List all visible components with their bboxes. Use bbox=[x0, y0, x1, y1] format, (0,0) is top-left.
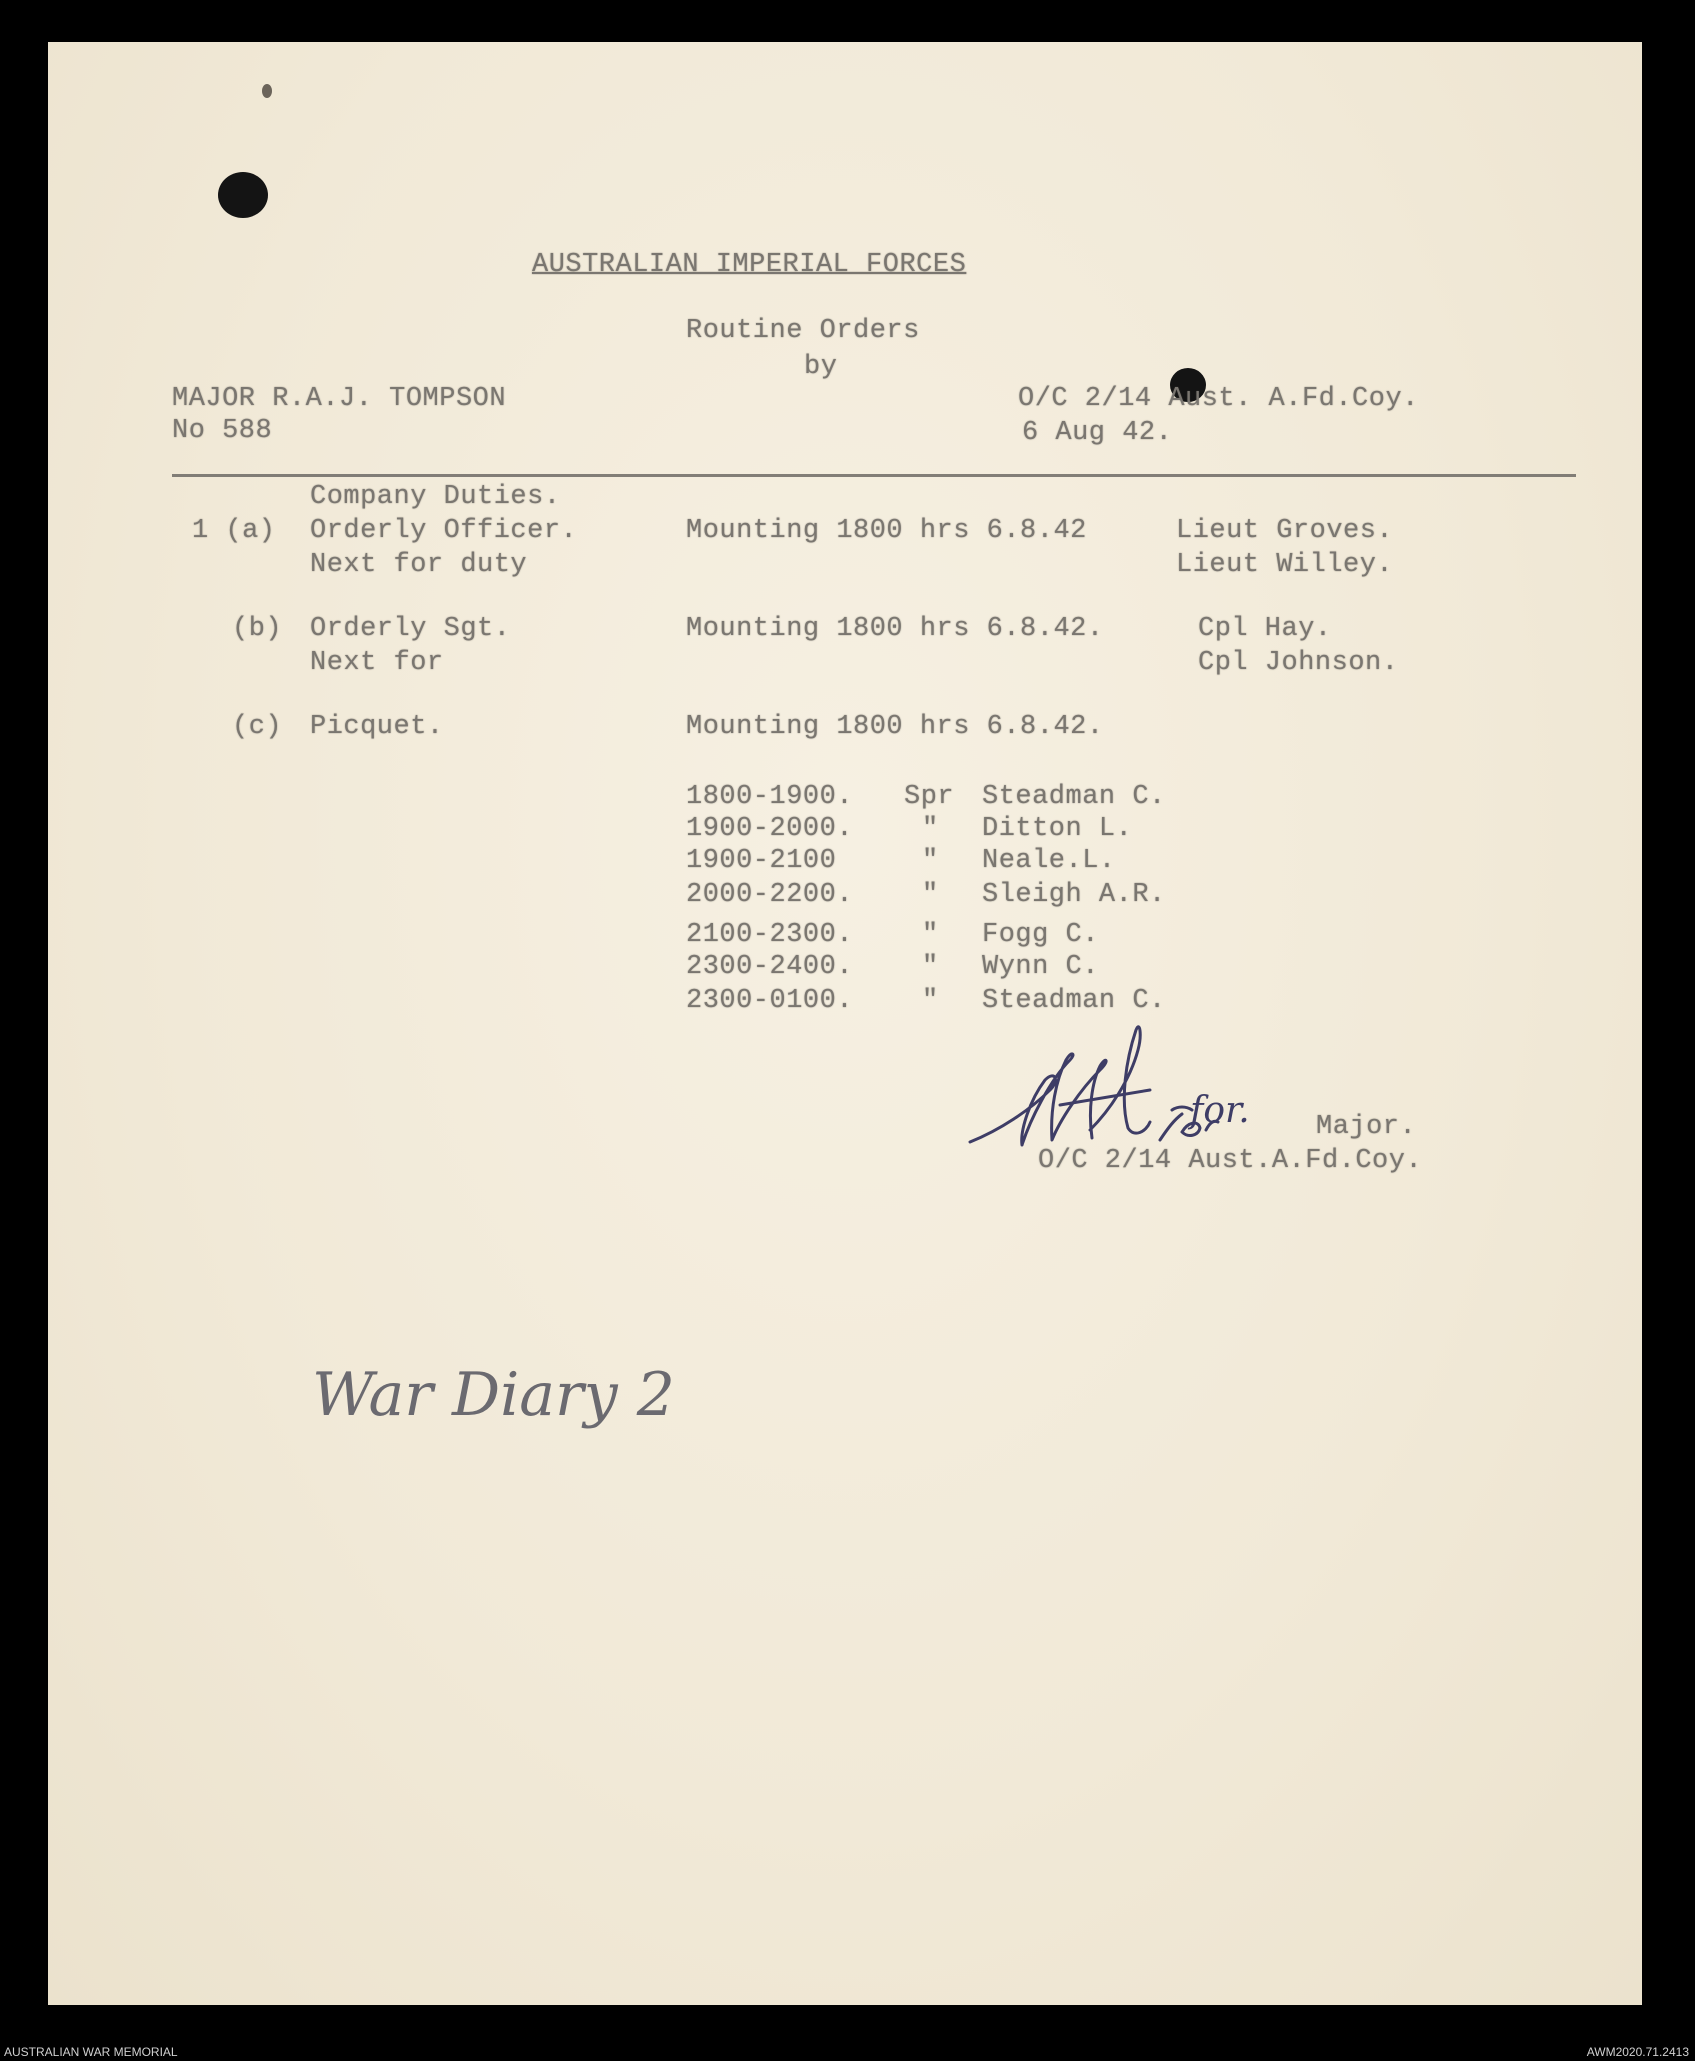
item-a-marker: 1 (a) bbox=[192, 516, 276, 546]
picquet-name: Steadman C. bbox=[982, 782, 1166, 812]
signature-for-text: for. bbox=[1190, 1090, 1250, 1131]
signature-rank: Major. bbox=[1316, 1112, 1417, 1142]
paper-damage-tear bbox=[262, 84, 272, 98]
item-c-label: Picquet. bbox=[310, 712, 444, 742]
item-b-mounting: Mounting 1800 hrs 6.8.42. bbox=[686, 614, 1104, 644]
signature-unit: O/C 2/14 Aust.A.Fd.Coy. bbox=[1038, 1146, 1423, 1176]
order-number: No 588 bbox=[172, 416, 273, 446]
document-title: AUSTRALIAN IMPERIAL FORCES bbox=[532, 250, 967, 280]
picquet-time: 1900-2000. bbox=[686, 814, 854, 844]
item-a-next-label: Next for duty bbox=[310, 550, 528, 580]
item-a-mounting: Mounting 1800 hrs 6.8.42 bbox=[686, 516, 1087, 546]
picquet-ditto: " bbox=[922, 814, 939, 844]
picquet-ditto: " bbox=[922, 952, 939, 982]
footer-reference: AWM2020.71.2413 bbox=[1586, 2045, 1689, 2059]
item-a-next-person: Lieut Willey. bbox=[1176, 550, 1394, 580]
section-title: Company Duties. bbox=[310, 482, 561, 512]
item-b-label: Orderly Sgt. bbox=[310, 614, 511, 644]
picquet-ditto: " bbox=[922, 880, 939, 910]
order-date: 6 Aug 42. bbox=[1022, 418, 1173, 448]
header-divider bbox=[172, 474, 1576, 477]
unit-name: O/C 2/14 Aust. A.Fd.Coy. bbox=[1018, 384, 1419, 414]
item-b-marker: (b) bbox=[232, 614, 283, 644]
picquet-ditto: " bbox=[922, 920, 939, 950]
picquet-name: Neale.L. bbox=[982, 846, 1116, 876]
picquet-time: 1900-2100 bbox=[686, 846, 837, 876]
punch-hole bbox=[218, 172, 268, 218]
picquet-name: Fogg C. bbox=[982, 920, 1099, 950]
handwritten-annotation: War Diary 2 bbox=[312, 1360, 675, 1430]
picquet-time: 2300-0100. bbox=[686, 986, 854, 1016]
document-subtitle: Routine Orders bbox=[686, 316, 920, 346]
picquet-time: 2100-2300. bbox=[686, 920, 854, 950]
picquet-name: Steadman C. bbox=[982, 986, 1166, 1016]
picquet-time: 2300-2400. bbox=[686, 952, 854, 982]
item-a-label: Orderly Officer. bbox=[310, 516, 578, 546]
item-c-mounting: Mounting 1800 hrs 6.8.42. bbox=[686, 712, 1104, 742]
handwritten-signature bbox=[960, 1010, 1220, 1160]
item-c-marker: (c) bbox=[232, 712, 283, 742]
picquet-name: Sleigh A.R. bbox=[982, 880, 1166, 910]
picquet-rank: Spr bbox=[904, 782, 955, 812]
issuing-officer: MAJOR R.A.J. TOMPSON bbox=[172, 384, 507, 414]
picquet-name: Ditton L. bbox=[982, 814, 1133, 844]
item-a-person: Lieut Groves. bbox=[1176, 516, 1394, 546]
picquet-time: 2000-2200. bbox=[686, 880, 854, 910]
item-b-person: Cpl Hay. bbox=[1198, 614, 1332, 644]
item-b-next-person: Cpl Johnson. bbox=[1198, 648, 1399, 678]
footer-credit: AUSTRALIAN WAR MEMORIAL bbox=[4, 2045, 178, 2059]
picquet-ditto: " bbox=[922, 846, 939, 876]
picquet-name: Wynn C. bbox=[982, 952, 1099, 982]
picquet-ditto: " bbox=[922, 986, 939, 1016]
picquet-time: 1800-1900. bbox=[686, 782, 854, 812]
subtitle-by: by bbox=[804, 352, 838, 382]
item-b-next-label: Next for bbox=[310, 648, 444, 678]
